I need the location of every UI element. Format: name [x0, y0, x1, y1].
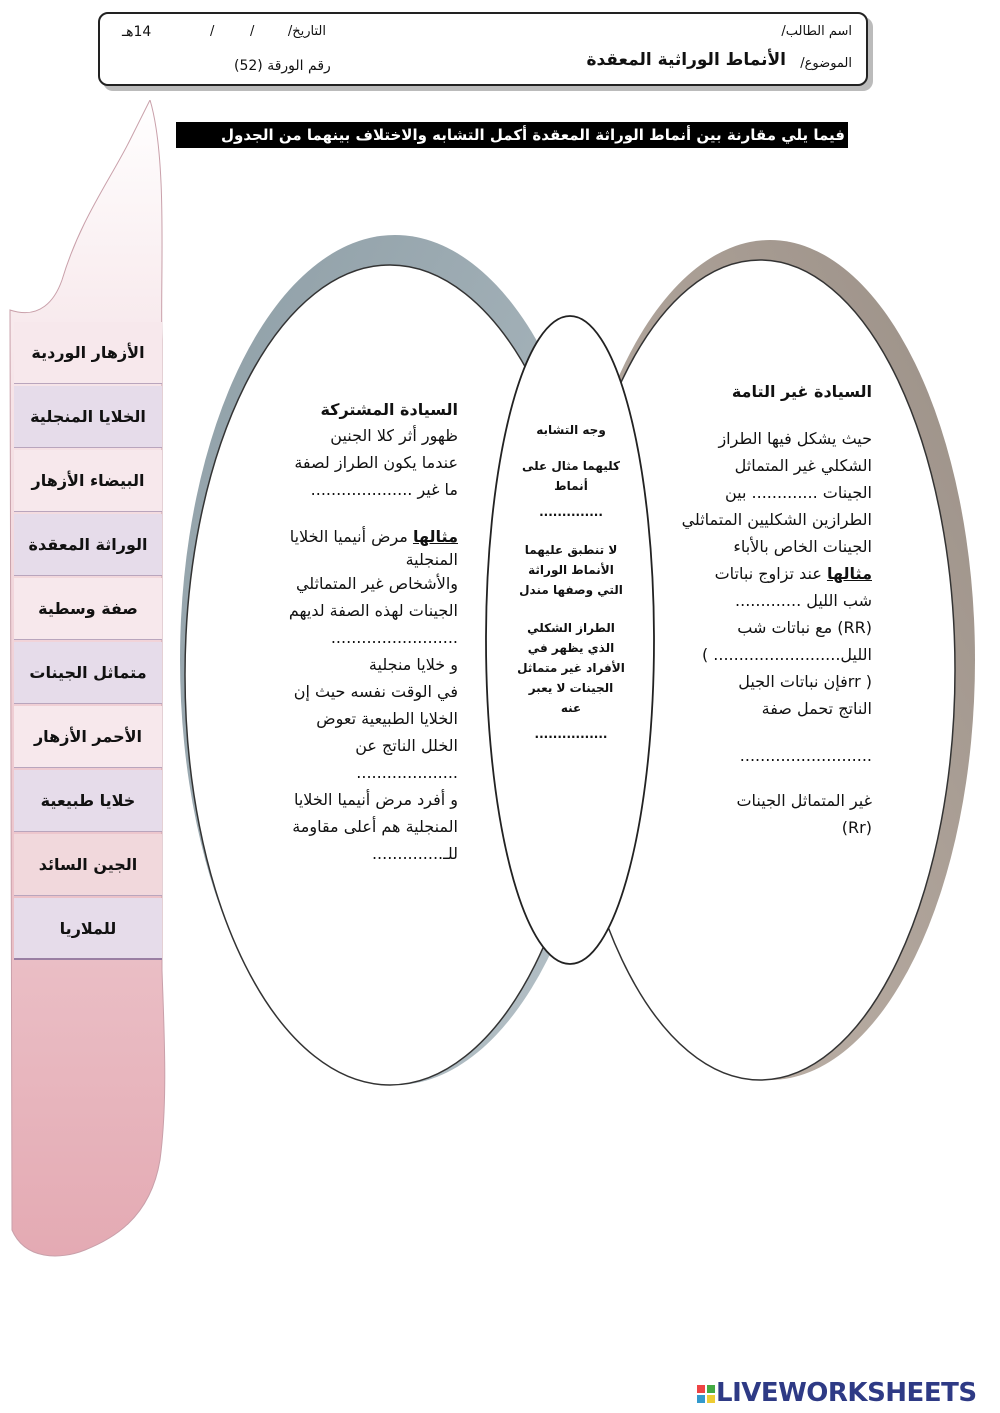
- date-separator: /: [210, 24, 215, 39]
- left-line: .........................: [330, 628, 458, 647]
- sheet-number: رقم الورقة (52): [234, 58, 331, 74]
- right-line: الليل......................... ): [701, 645, 872, 664]
- student-name-label: اسم الطالب/: [781, 24, 852, 39]
- center-line: الأنماط الوراثة: [528, 563, 614, 577]
- left-line: عندما يكون الطراز لصفة: [294, 453, 458, 472]
- right-line: حيث يشكل فيها الطراز: [718, 429, 872, 448]
- right-spacer: [682, 722, 872, 742]
- right-section: [682, 378, 872, 841]
- word-bank-item[interactable]: البيضاء الأزهار: [14, 450, 162, 512]
- left-line: والأشخاص غير المتماثلي: [295, 574, 458, 593]
- left-line: ما غير ....................: [310, 480, 458, 499]
- center-line: عنه: [560, 701, 582, 715]
- right-line: الطرازين الشكليين المتماثلي: [681, 510, 872, 529]
- right-line: الشكلي غير المتماثل: [734, 456, 872, 475]
- left-example-line: مثالها مرض أنيميا الخلايا: [289, 527, 458, 546]
- word-bank-item[interactable]: خلايا طبيعية: [14, 770, 162, 832]
- center-line: الجينات لا يعبر: [528, 681, 614, 695]
- center-line: الأفراد غير متماثل: [517, 661, 625, 675]
- subject-label: الموضوع/: [800, 56, 852, 71]
- left-line: المنجلية هم أعلى مقاومة: [292, 817, 458, 836]
- left-line: للـ..............: [371, 844, 458, 863]
- right-line: غير المتماثل الجينات: [736, 791, 872, 810]
- right-example-line: مثالها عند تزاوج نباتات: [714, 564, 872, 583]
- date-year: 14هـ: [122, 24, 152, 40]
- left-example-label: مثالها: [412, 527, 458, 546]
- instruction-banner: فيما يلي مقارنة بين أنماط الوراثة المعقدة أكمل التشابه والاختلاف بينهما من الجدول: [176, 122, 848, 148]
- right-line: (Rr): [841, 818, 872, 837]
- right-line: الجينات ............. بين: [725, 483, 872, 502]
- date-separator: /: [250, 24, 255, 39]
- left-line: المنجلية: [405, 550, 458, 569]
- right-example-label: مثالها: [826, 564, 872, 583]
- center-line: التي وصفها مندل: [519, 583, 623, 597]
- right-line: ..........................: [739, 746, 872, 765]
- left-line: الخلايا الطبيعية تعوض: [316, 709, 458, 728]
- brand-text: LIVEWORKSHEETS: [716, 1378, 977, 1408]
- word-bank-item[interactable]: الأزهار الوردية: [14, 322, 162, 384]
- right-line: الجينات الخاص بالأباء: [733, 537, 872, 556]
- logo-squares-icon: [696, 1384, 716, 1404]
- word-bank-item[interactable]: للملاريا: [14, 898, 162, 960]
- left-title: السيادة المشتركة: [320, 400, 458, 419]
- right-line: شب الليل .............: [735, 591, 872, 610]
- center-section: [508, 420, 634, 744]
- center-line: أنماط: [554, 479, 588, 493]
- center-line: ................: [534, 727, 608, 741]
- word-bank-item[interactable]: الوراثة المعقدة: [14, 514, 162, 576]
- left-line: ظهور أثر كلا الجنين: [330, 426, 458, 445]
- word-bank-item[interactable]: الخلايا المنجلية: [14, 386, 162, 448]
- center-title: وجه التشابه: [536, 423, 606, 437]
- word-bank-item[interactable]: صفة وسطية: [14, 578, 162, 640]
- center-line: الذي يظهر في: [527, 641, 615, 655]
- left-line: في الوقت نفسه حيث إن: [293, 682, 458, 701]
- right-title: السيادة غير التامة: [731, 382, 872, 401]
- center-line: لا تنطبق عليهما: [524, 543, 618, 557]
- right-spacer: [682, 769, 872, 787]
- left-line: الجينات لهذه الصفة لديهم: [288, 601, 458, 620]
- left-line: و خلايا منجلية: [368, 655, 458, 674]
- right-line: الناتج تحمل صفة: [761, 699, 872, 718]
- subject-title: الأنماط الوراثية المعقدة: [586, 50, 786, 70]
- word-bank-item[interactable]: الأحمر الأزهار: [14, 706, 162, 768]
- center-spacer: [508, 600, 634, 618]
- left-spacer: [289, 503, 458, 523]
- word-bank-item[interactable]: الجين السائد: [14, 834, 162, 896]
- word-bank-item[interactable]: متماثل الجينات: [14, 642, 162, 704]
- right-line: (RR) مع نباتات شب: [737, 618, 872, 637]
- left-line: ....................: [356, 763, 458, 782]
- center-spacer: [508, 522, 634, 540]
- left-line: و أفرد مرض أنيميا الخلايا: [293, 790, 458, 809]
- right-line: ( rrفإن نباتات الجيل: [738, 672, 872, 691]
- date-label: التاريخ/: [287, 24, 326, 39]
- liveworksheets-logo: [696, 1378, 977, 1408]
- center-line: الطراز الشكلي: [527, 621, 615, 635]
- center-line: كليهما مثال على: [521, 459, 621, 473]
- center-line: ..............: [539, 505, 603, 519]
- left-section: [289, 398, 458, 867]
- left-line: الخلل الناتج عن: [355, 736, 458, 755]
- header-box: [98, 12, 868, 86]
